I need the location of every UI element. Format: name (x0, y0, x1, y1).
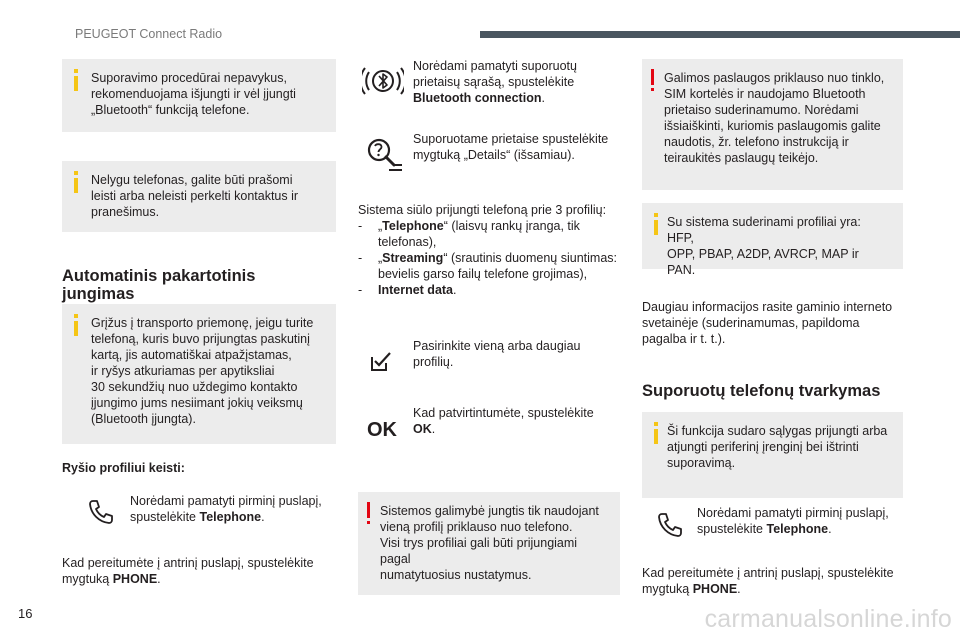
step-end: . (261, 510, 265, 524)
profile-name: Streaming (382, 251, 444, 265)
warning-marker-dot (651, 88, 654, 91)
profile-desc: . (453, 283, 457, 297)
quote-open: „ (378, 219, 383, 233)
info-box-compatible-profiles (642, 203, 903, 277)
warning-marker-bar (651, 69, 654, 85)
info-text: Suporavimo procedūrai nepavykus, rekomenduojama išjungti ir vėl įjungti „Bluetooth“ funkciją telefone. (91, 71, 296, 117)
profiles-intro: Sistema siūlo prijungti telefoną prie 3 profilių: (358, 203, 607, 217)
quote-open: „ (378, 251, 383, 265)
step-confirm-ok (413, 405, 594, 437)
step-text: Norėdami pamatyti pirminį puslapį, spustelėkite (130, 494, 322, 524)
info-marker-bar (74, 321, 78, 336)
info-marker-dot (74, 171, 78, 175)
header-bar (480, 31, 960, 38)
para-text: Kad pereitumėte į antrinį puslapį, spustelėkite mygtuką (62, 556, 314, 586)
warning-box-single-profile (358, 492, 620, 595)
step-end: . (431, 422, 436, 436)
para-end: . (157, 572, 161, 586)
paragraph-more-info: Daugiau informacijos rasite gaminio interneto svetainėje (suderinamumas, papildoma pagalba ir t. t.). (642, 300, 893, 346)
info-text: Nelygu telefonas, galite būti prašomi leisti arba neleisti perkelti kontaktus ir pranešimus. (91, 173, 299, 219)
info-marker-dot (654, 422, 658, 426)
para-text: Kad pereitumėte į antrinį puslapį, spustelėkite mygtuką (642, 566, 894, 596)
info-text: Ši funkcija sudaro sąlygas prijungti arba atjungti periferinį įrenginį bei ištrinti suporavimą. (667, 424, 888, 470)
step-text: Norėdami pamatyti pirminį puslapį, spustelėkite (697, 506, 889, 536)
subheading-change-profile: Ryšio profiliui keisti: (62, 461, 185, 475)
watermark: carmanualsonline.info (704, 605, 952, 633)
header-title: PEUGEOT Connect Radio (75, 27, 223, 41)
step-select-profiles: Pasirinkite vieną arba daugiau profilių. (413, 339, 581, 369)
para-end: . (737, 582, 741, 596)
page-number: 16 (18, 606, 33, 621)
profile-name: Telephone (382, 219, 444, 233)
step-open-telephone (697, 505, 889, 537)
step-end: . (828, 522, 832, 536)
info-marker-bar (654, 429, 658, 444)
step-open-telephone (130, 493, 322, 525)
warning-marker-bar (367, 502, 370, 518)
info-marker-bar (74, 76, 78, 91)
warning-marker-dot (367, 521, 370, 524)
profile-desc: “ (srautinis duomenų siuntimas: bevielis garso failų telefone grojimas), (378, 251, 617, 281)
info-marker-dot (654, 213, 658, 217)
details-search-icon (364, 135, 404, 179)
profile-item-telephone (358, 218, 620, 250)
paragraph-secondary-page (62, 555, 314, 587)
warning-text: Sistemos galimybė jungtis tik naudojant vieną profilį priklauso nuo telefono. Visi trys profiliai gali būti prijungiami pagal numatytuosius nustatymus. (380, 504, 599, 582)
info-box-manage-function (642, 412, 903, 498)
bluetooth-icon (362, 60, 404, 106)
info-marker-dot (74, 314, 78, 318)
step-keyword: Bluetooth connection (413, 91, 542, 105)
info-text: Grįžus į transporto priemonę, jeigu turite telefoną, kuris buvo prijungtas paskutinį kartą, jis automatiškai atpažįstamas, ir ryšys atkuriamas per apytiksliai 30 sekundžių nuo uždegimo kontakto įjungimo jums nesiimant jokių veiksmų (Bluetooth įjungta). (91, 316, 314, 426)
checkbox-icon (370, 350, 396, 376)
section-heading-auto-reconnect: Automatinis pakartotinis jungimas (62, 267, 256, 303)
step-details: Suporuotame prietaise spustelėkite mygtuką „Details“ (išsamiau). (413, 132, 609, 162)
profiles-list (358, 218, 620, 298)
step-end: . (541, 91, 545, 105)
paragraph-secondary-page (642, 565, 894, 597)
profile-item-streaming (358, 250, 620, 282)
step-keyword: Telephone (199, 510, 262, 524)
phone-handset-icon (87, 498, 115, 530)
profile-name: Internet data (378, 283, 454, 297)
step-text: Kad patvirtintumėte, spustelėkite (413, 406, 594, 420)
info-text: Su sistema suderinami profiliai yra: HFP, OPP, PBAP, A2DP, AVRCP, MAP ir PAN. (667, 215, 861, 277)
step-keyword: OK (413, 422, 432, 436)
section-heading-manage-phones: Suporuotų telefonų tvarkymas (642, 382, 881, 400)
profile-item-internet (358, 282, 620, 298)
phone-handset-icon (656, 511, 684, 543)
step-bluetooth-connection (413, 58, 577, 106)
para-keyword: PHONE (112, 572, 158, 586)
profile-desc: “ (laisvų rankų įranga, tik telefonas), (378, 219, 580, 249)
step-text: Norėdami pamatyti suporuotų prietaisų sąrašą, spustelėkite (413, 59, 577, 89)
info-marker-bar (654, 220, 658, 235)
info-marker-bar (74, 178, 78, 193)
warning-box-services (642, 59, 903, 190)
profiles-block (358, 202, 620, 298)
para-keyword: PHONE (692, 582, 738, 596)
info-box-contacts-transfer (62, 161, 336, 232)
info-marker-dot (74, 69, 78, 73)
warning-text: Galimos paslaugos priklauso nuo tinklo, SIM kortelės ir naudojamo Bluetooth prietaiso suderinamumo. Norėdami išsiaiškinti, kuriomis paslaugomis galite naudotis, žr. telefono instrukciją ir teiraukitės paslaugų teikėjo. (664, 71, 885, 165)
ok-button-icon: OK (367, 419, 397, 441)
info-box-pairing-failed (62, 59, 336, 132)
step-keyword: Telephone (766, 522, 829, 536)
info-box-auto-reconnect (62, 304, 336, 444)
